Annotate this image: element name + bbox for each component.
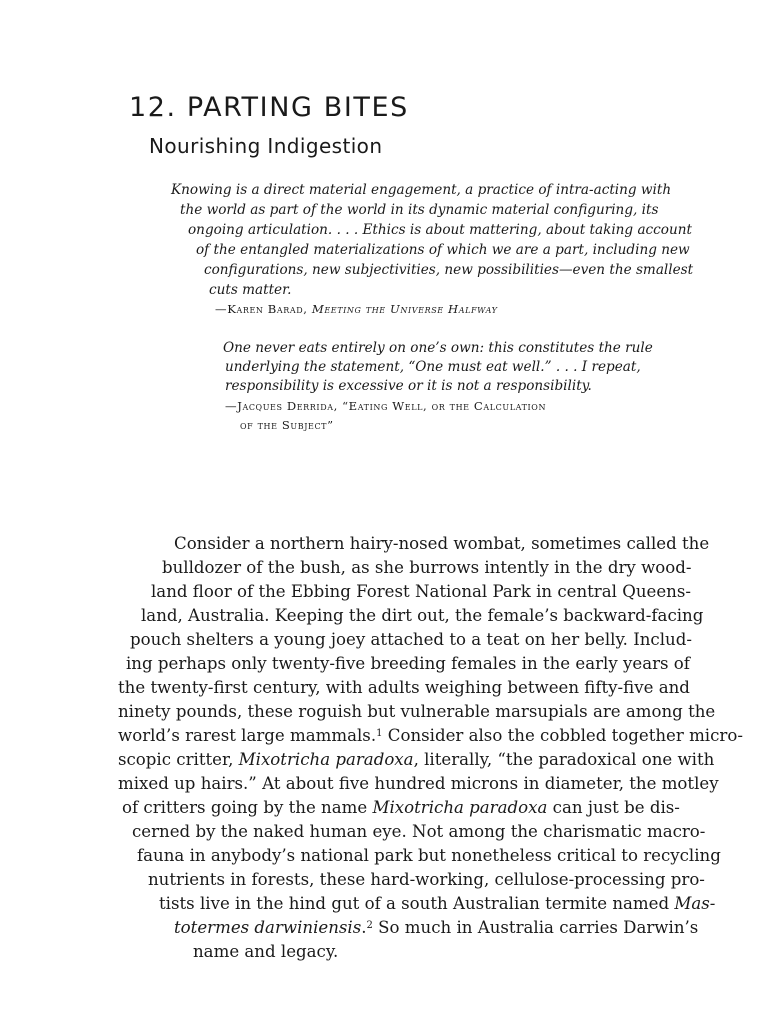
chapter-subtitle: Nourishing Indigestion [149,134,383,158]
body-line: bulldozer of the bush, as she burrows intently in the dry wood- [162,558,692,577]
body-line: pouch shelters a young joey attached to a teat on her belly. Includ- [130,630,692,649]
body-line: the twenty-first century, with adults weighing between fifty-five and [118,678,690,697]
epigraph-line: configurations, new subjectivities, new possibilities—even the smallest [204,262,694,278]
epigraph-attribution: of the Subject” [240,418,334,432]
body-line: tists live in the hind gut of a south Australian termite named Mas- [159,894,716,913]
body-line: nutrients in forests, these hard-working, cellulose-processing pro- [148,870,705,889]
body-line: fauna in anybody’s national park but nonetheless critical to recycling [137,846,721,865]
epigraph-attribution [215,299,498,319]
body-line: scopic critter, Mixotricha paradoxa, literally, “the paradoxical one with [118,750,715,769]
epigraph-line: underlying the statement, “One must eat well.” . . . I repeat, [225,359,641,375]
epigraph-line: cuts matter. [209,282,292,298]
footnote-ref-1[interactable]: 1 [376,728,383,739]
body-line: mixed up hairs.” At about five hundred microns in diameter, the motley [118,774,719,793]
epigraph-line: ongoing articulation. . . . Ethics is about mattering, about taking account [188,222,692,238]
epigraph-line: the world as part of the world in its dynamic material configuring, its [180,202,659,218]
attribution-work: Meeting the Universe Halfway [311,302,498,316]
epigraph-line: One never eats entirely on one’s own: this constitutes the rule [223,340,653,356]
epigraph-line: responsibility is excessive or it is not a responsibility. [225,378,592,394]
body-line: land floor of the Ebbing Forest National Park in central Queens- [151,582,691,601]
body-line: land, Australia. Keeping the dirt out, the female’s backward-facing [141,606,704,625]
body-line: totermes darwiniensis.$^2$ So much in Australia carries Darwin’s [174,918,699,937]
body-line: ninety pounds, these roguish but vulnerable marsupials are among the [118,702,716,721]
body-line: of critters going by the name Mixotricha paradoxa can just be dis- [122,798,680,817]
footnote-ref-2[interactable]: 2 [366,920,373,931]
epigraph-line: of the entangled materializations of which we are a part, including new [196,242,690,258]
body-line: ing perhaps only twenty-five breeding females in the early years of [126,654,690,673]
attribution-author: —Karen Barad, [215,302,312,316]
epigraph-line: Knowing is a direct material engagement, a practice of intra-acting with [171,182,672,198]
body-line: name and legacy. [193,942,339,961]
body-line: world’s rarest large mammals.$^1$ Consider also the cobbled together micro- [118,726,743,745]
epigraph-attribution: —Jacques Derrida, “Eating Well, or the Calculation [225,399,547,413]
body-line: cerned by the naked human eye. Not among the charismatic macro- [132,822,706,841]
chapter-title: 12. PARTING BITES [129,92,409,123]
body-line: Consider a northern hairy-nosed wombat, sometimes called the [174,534,710,553]
